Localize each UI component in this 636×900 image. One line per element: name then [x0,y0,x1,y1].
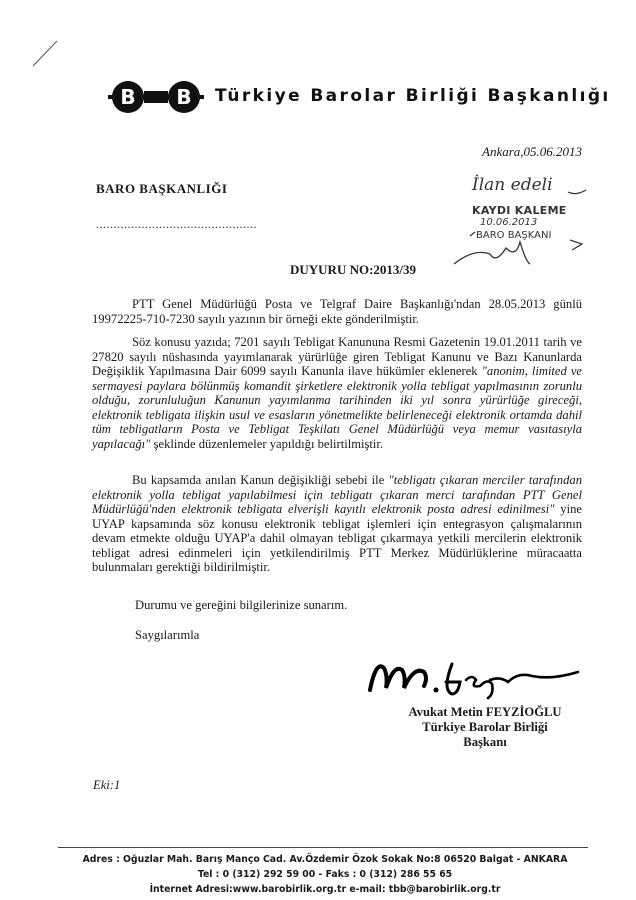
signer-position: Başkanı [463,735,507,749]
signer-block [400,705,570,750]
footer-address: Adres : Oğuzlar Mah. Barış Manço Cad. Av.Özdemir Özok Sokak No:8 06520 Balgat - ANKARA [82,854,568,865]
paragraph-2-lead: Söz konusu yazıda; 7201 sayılı Tebligat Kanununa Resmi Gazetenin 19.01.2011 tarih ve 27820 sayılı nüshasında yayımlanarak yürürlüğe giren Tebligat Kanunu ve Bazı Kanunlarda Değişiklik Yapılmasına Dair 6099 sayılı Kanunla ilave hükümler eklenerek [92,335,582,378]
announcement-number: DUYURU NO:2013/39 [290,262,417,277]
stamp-department: BARO BAŞKANI [476,230,552,241]
paragraph-1-text: PTT Genel Müdürlüğü Posta ve Telgraf Daire Başkanlığı'ndan 28.05.2013 günlü 19972225-710-7230 sayılı yazının bir örneği ekte gönderilmiştir. [92,297,582,326]
regards: Saygılarımla [135,628,200,642]
recipient-dotted-line: .............................................. [96,217,257,231]
tbb-logo-icon [108,80,204,114]
attachment-count: Eki:1 [93,778,121,792]
organization-title: Türkiye Barolar Birliği Başkanlığı [215,86,611,106]
signer-organization: Türkiye Barolar Birliği [422,720,548,734]
pen-mark [30,38,60,68]
svg-text:B: B [120,85,136,109]
svg-text:B: B [176,85,192,109]
letter-date: Ankara,05.06.2013 [482,144,583,159]
paragraph-2 [92,335,582,451]
footer-phone: Tel : 0 (312) 292 59 00 - Faks : 0 (312) 286 55 65 [197,869,453,880]
paragraph-2-quote: "anonim, limited ve sermayesi paylara bölünmüş komandit şirketlere elektronik yolla tebligat yapılmasının zorunlu olduğu, zorunluluğun Kanunun yayımlanma tarihinden iki yıl sonra yürürlüğe gireceği, elektronik tebligata ilişkin usul ve esasların yönetmelikte belirleneceği elektronik ortamda dahil tüm tebligatların Posta ve Tebligat Teşkilatı Genel Müdürlüğü veya memur vasıtasıyla yapılacağı" [92,364,583,451]
paragraph-3-lead: Bu kapsamda anılan Kanun değişikliği sebebi ile [132,473,389,487]
stamp-date: 10.06.2013 [480,217,538,228]
footer-web-email: İnternet Adresi:www.barobirlik.org.tr e-mail: tbb@barobirlik.org.tr [149,884,501,895]
paragraph-3-quote: "tebligatı çıkaran merciler tarafından elektronik yolla tebligat yapılabilmesi için tebligatı çıkaran merci tarafından PTT Genel Müdürlüğü'nden elektronik tebligata elverişli kayıtlı elektronik posta adresi edinilmesi" [92,473,582,516]
footer-divider [58,847,588,848]
signer-name: Avukat Metin FEYZİOĞLU [408,705,562,719]
recipient: BARO BAŞKANLIĞI [96,181,228,196]
paragraph-2-tail: şeklinde düzenlemeler yapıldığı belirtilmiştir. [150,436,384,451]
stamp-title: KAYDI KALEME [472,204,567,217]
paragraph-3 [92,473,582,575]
paragraph-3-tail: yine UYAP kapsamında söz konusu elektronik tebligat işlemleri için entegrasyon çalışmalarının devam etmekte olduğu UYAP'a dahil olmayan tebligat çıkarmaya yetkili mercilerin elektronik tebligat adresi edinmeleri için yetkilendirilmiş PTT Merkez Müdürlüklerine müracaatta bulunmaları gerektiği bildirilmiştir. [92,502,582,574]
paragraph-1 [92,297,582,326]
closing-sentence: Durumu ve gereğini bilgilerinize sunarım. [135,598,348,612]
handwritten-note: İlan edeli [472,175,553,195]
signature [362,650,582,700]
